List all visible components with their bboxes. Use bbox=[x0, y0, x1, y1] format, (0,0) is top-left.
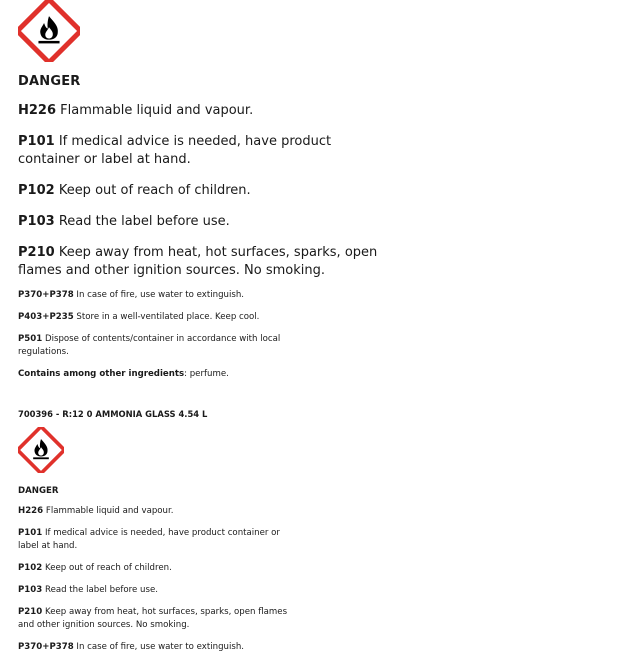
statement-text: Keep away from heat, hot surfaces, sparks, open flames and other ignition sources. No smoking. bbox=[18, 607, 288, 630]
statement-text: If medical advice is needed, have product container or label at hand. bbox=[18, 528, 280, 551]
signal-word: DANGER bbox=[18, 486, 59, 496]
statement-text: Read the label before use. bbox=[44, 585, 158, 595]
precaution-statement-p103 bbox=[18, 584, 288, 597]
statement-text: In case of fire, use water to extinguish. bbox=[76, 290, 245, 300]
statement-text: Flammable liquid and vapour. bbox=[45, 506, 174, 516]
statement-code: P210 bbox=[18, 245, 55, 260]
ingredients-text: : perfume. bbox=[184, 369, 229, 379]
hazard-statement-h226 bbox=[18, 505, 288, 518]
product-title: 700396 - R:12 0 AMMONIA GLASS 4.54 L bbox=[18, 409, 208, 419]
signal-word: DANGER bbox=[18, 74, 81, 89]
statement-text: Keep away from heat, hot surfaces, sparks, open flames and other ignition sources. No smoking. bbox=[18, 245, 378, 278]
precaution-statement-p370-p378 bbox=[18, 289, 288, 302]
statement-text: Store in a well-ventilated place. Keep cool. bbox=[76, 312, 260, 322]
statement-text: Flammable liquid and vapour. bbox=[60, 103, 254, 118]
statement-code: H226 bbox=[18, 506, 44, 516]
statement-code: P103 bbox=[18, 214, 55, 229]
statement-text: Read the label before use. bbox=[58, 214, 230, 229]
statement-code: P102 bbox=[18, 183, 55, 198]
precaution-statement-p102 bbox=[18, 562, 288, 575]
statement-code: P102 bbox=[18, 563, 43, 573]
statement-text: If medical advice is needed, have product container or label at hand. bbox=[18, 134, 332, 167]
statement-code: P370+P378 bbox=[18, 642, 74, 652]
statement-code: P501 bbox=[18, 334, 43, 344]
precaution-statement-p101 bbox=[18, 527, 288, 553]
flammable-flame-icon bbox=[18, 427, 64, 473]
statement-text: Keep out of reach of children. bbox=[58, 183, 251, 198]
flammable-flame-icon bbox=[18, 0, 80, 62]
precaution-statement-p210 bbox=[18, 606, 288, 632]
statement-code: P403+P235 bbox=[18, 312, 74, 322]
precaution-statement-p403-p235 bbox=[18, 311, 288, 324]
ingredients-line bbox=[18, 368, 288, 381]
precaution-statement-p501 bbox=[18, 333, 288, 359]
precaution-statement-p102 bbox=[18, 182, 388, 200]
sds-label-page bbox=[18, 0, 618, 654]
statement-code: P101 bbox=[18, 528, 43, 538]
statement-code: P103 bbox=[18, 585, 43, 595]
hazard-statement-h226 bbox=[18, 102, 388, 120]
precaution-statement-p210 bbox=[18, 244, 388, 280]
precaution-statement-p370-p378 bbox=[18, 641, 288, 654]
precaution-statement-p103 bbox=[18, 213, 388, 231]
ingredients-label: Contains among other ingredients bbox=[18, 369, 185, 379]
statement-text: In case of fire, use water to extinguish. bbox=[76, 642, 245, 652]
statement-code: P210 bbox=[18, 607, 43, 617]
statement-code: H226 bbox=[18, 103, 57, 118]
statement-text: Keep out of reach of children. bbox=[44, 563, 172, 573]
statement-code: P101 bbox=[18, 134, 55, 149]
precaution-statement-p101 bbox=[18, 133, 388, 169]
statement-code: P370+P378 bbox=[18, 290, 74, 300]
statement-text: Dispose of contents/container in accordance with local regulations. bbox=[18, 334, 281, 357]
